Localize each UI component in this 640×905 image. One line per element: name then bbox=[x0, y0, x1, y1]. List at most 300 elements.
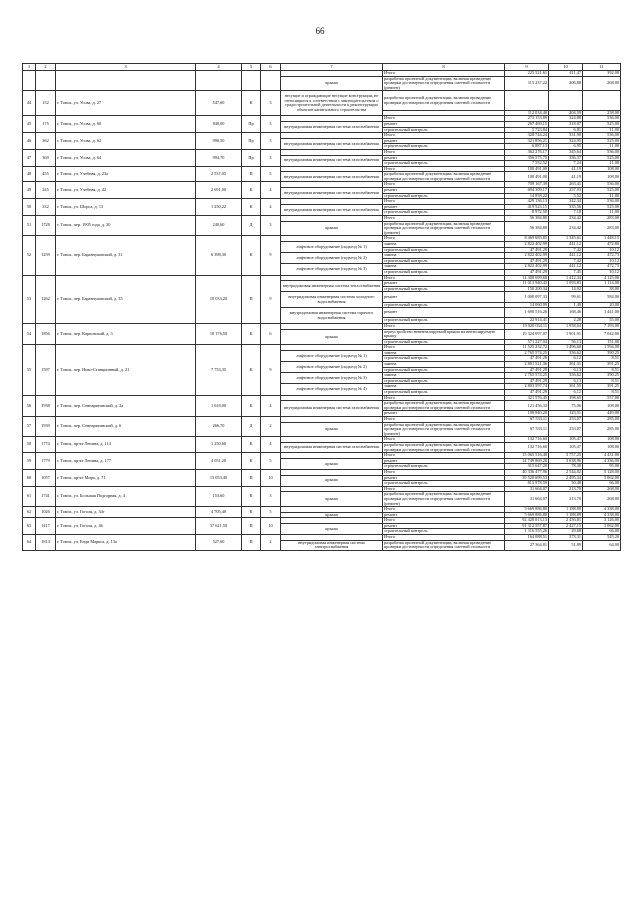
cost-cell: 2 801 521,36 bbox=[505, 362, 549, 368]
system-cell: внутридомовая инженерная система теплоснабжения bbox=[281, 281, 383, 292]
cost-cell: 27 364,81 bbox=[505, 540, 549, 550]
unit-cost-cell: 41,19 bbox=[549, 166, 583, 172]
work-type-cell: строительный контроль bbox=[383, 481, 505, 487]
limit-cost-cell: 449,00 bbox=[583, 411, 621, 417]
system-cell: внутридомовая инженерная система газоснабжения bbox=[281, 155, 383, 166]
wall-material-cell: Д bbox=[242, 417, 261, 437]
area-cell: 7 753,35 bbox=[196, 345, 242, 395]
wall-material-cell: К bbox=[242, 507, 261, 518]
limit-cost-cell: 11,00 bbox=[583, 210, 621, 216]
address-cell: г. Томск, пер. Баранчуковский, д. 31 bbox=[56, 236, 196, 275]
house-id-cell: 1741 bbox=[36, 486, 56, 506]
cost-cell: 694 309,17 bbox=[505, 188, 549, 194]
wall-material-cell bbox=[242, 71, 261, 91]
unit-cost-cell: 198,65 bbox=[549, 395, 583, 401]
wall-material-cell: Пр bbox=[242, 133, 261, 150]
area-cell: 10 033,20 bbox=[196, 275, 242, 323]
cost-cell: 14 060,09 bbox=[505, 302, 549, 308]
wall-material-cell: П bbox=[242, 166, 261, 182]
unit-cost-cell: 1 188,89 bbox=[549, 507, 583, 513]
work-type-cell: строительный контроль bbox=[383, 367, 505, 373]
cost-cell: 6 887,13 bbox=[505, 144, 549, 150]
unit-cost-cell: 1 901,91 bbox=[549, 329, 583, 339]
work-type-cell: Итого bbox=[383, 116, 505, 122]
limit-cost-cell: 390,25 bbox=[583, 373, 621, 379]
floors-cell: 3 bbox=[261, 133, 281, 150]
work-type-cell: замена bbox=[383, 384, 505, 390]
house-id-cell: 175 bbox=[36, 116, 56, 133]
cost-cell: 267 469,15 bbox=[505, 121, 549, 127]
wall-material-cell: К bbox=[242, 91, 261, 116]
cost-cell: 7 552,52 bbox=[505, 161, 549, 167]
limit-cost-cell: 536,00 bbox=[583, 133, 621, 139]
wall-material-cell: К bbox=[242, 395, 261, 416]
house-id-cell: 1938 bbox=[36, 395, 56, 416]
address-cell: г. Томск, ул. Большая Подгорная, д. 4 bbox=[56, 486, 196, 506]
limit-cost-cell: 1 448,15 bbox=[583, 236, 621, 242]
house-id-cell: 1728 bbox=[36, 216, 56, 236]
row-number-cell: 47 bbox=[23, 149, 36, 166]
cost-cell: 67 533,11 bbox=[505, 417, 549, 423]
cost-cell: 199 940,20 bbox=[505, 411, 549, 417]
limit-cost-cell: 525,00 bbox=[583, 204, 621, 210]
floors-cell: 10 bbox=[261, 518, 281, 535]
cost-cell: 1 116 555,26 bbox=[505, 529, 549, 535]
limit-cost-cell: 268,00 bbox=[583, 492, 621, 507]
work-type-cell: Итого bbox=[383, 417, 505, 423]
cost-cell: 2 822 402,99 bbox=[505, 253, 549, 259]
system-cell: лифтовое оборудование (подъезд № 2) bbox=[281, 253, 383, 264]
row-number-cell: 56 bbox=[23, 395, 36, 416]
row-number-cell bbox=[23, 71, 36, 91]
floors-cell: 4 bbox=[261, 199, 281, 216]
address-cell: г. Томск, ул. Усова, д. 62 bbox=[56, 133, 196, 150]
work-type-cell: Итого bbox=[383, 535, 505, 541]
system-cell: крыша bbox=[281, 512, 383, 518]
floors-cell: 3 bbox=[261, 91, 281, 116]
work-type-cell: строительный контроль bbox=[383, 339, 505, 345]
work-type-cell: ремонт bbox=[383, 308, 505, 318]
row-number-cell: 61 bbox=[23, 486, 36, 506]
unit-cost-cell: 213,70 bbox=[549, 492, 583, 507]
work-type-cell: строительный контроль bbox=[383, 269, 505, 275]
work-type-cell: Итого bbox=[383, 345, 505, 351]
work-type-cell: ремонт bbox=[383, 121, 505, 127]
unit-cost-cell: 51,89 bbox=[549, 540, 583, 550]
limit-cost-cell: 525,00 bbox=[583, 155, 621, 161]
work-type-cell: строительный контроль bbox=[383, 464, 505, 470]
work-type-cell: ремонт bbox=[383, 155, 505, 161]
limit-cost-cell: 5 062,00 bbox=[583, 475, 621, 481]
address-cell: г. Томск, пер. Сеннарятинский, д. 2а bbox=[56, 395, 196, 416]
unit-cost-cell: 1 958,04 bbox=[549, 323, 583, 329]
cost-cell: 39 520 699,53 bbox=[505, 475, 549, 481]
limit-cost-cell: 108,00 bbox=[583, 401, 621, 411]
system-cell: внутридомовая инженерная система электроснабжения bbox=[281, 540, 383, 550]
area-cell: 240,60 bbox=[196, 216, 242, 236]
house-id-cell: 1813 bbox=[36, 535, 56, 551]
limit-cost-cell: 55,00 bbox=[583, 318, 621, 324]
cost-cell: 164 088,51 bbox=[505, 535, 549, 541]
address-cell: г. Томск, ул. Усова, д. 60 bbox=[56, 116, 196, 133]
house-id-cell: 1259 bbox=[36, 236, 56, 275]
unit-cost-cell: 75,06 bbox=[549, 401, 583, 411]
work-type-cell: замена bbox=[383, 242, 505, 248]
unit-cost-cell: 1 345,61 bbox=[549, 236, 583, 242]
cost-cell: 115 237,22 bbox=[505, 76, 549, 91]
unit-cost-cell: 1 093,83 bbox=[549, 281, 583, 287]
cost-cell: 47 491,29 bbox=[505, 378, 549, 384]
cost-cell: 2 822 402,99 bbox=[505, 264, 549, 270]
wall-material-cell: К bbox=[242, 486, 261, 506]
work-type-cell: разработка проектной документации, включая проведение проверки достоверности определения сметной стоимости bbox=[383, 540, 505, 550]
limit-cost-cell: 283,00 bbox=[583, 216, 621, 222]
cost-cell: 5 669 886,80 bbox=[505, 512, 549, 518]
cost-cell: 112 034,40 bbox=[505, 110, 549, 116]
unit-cost-cell: 2 427,15 bbox=[549, 523, 583, 529]
cost-cell: 356 575,75 bbox=[505, 155, 549, 161]
unit-cost-cell: 336,37 bbox=[549, 155, 583, 161]
limit-cost-cell: 536,00 bbox=[583, 182, 621, 188]
area-cell: 4 051,20 bbox=[196, 453, 242, 470]
work-type-cell: разработка проектной документации, включая проведение проверки достоверности определения сметной стоимости bbox=[383, 91, 505, 110]
floors-cell: 2 bbox=[261, 417, 281, 437]
row-number-cell: 44 bbox=[23, 91, 36, 116]
column-number: 9 bbox=[505, 64, 549, 71]
limit-cost-cell: 1 441,00 bbox=[583, 308, 621, 318]
limit-cost-cell: 8,51 bbox=[583, 378, 621, 384]
row-number-cell: 64 bbox=[23, 535, 36, 551]
work-type-cell: Итого bbox=[383, 275, 505, 281]
limit-cost-cell: 10,12 bbox=[583, 258, 621, 264]
unit-cost-cell: 14,92 bbox=[549, 286, 583, 292]
cost-cell: 5 723,84 bbox=[505, 127, 549, 133]
column-number: 4 bbox=[196, 64, 242, 71]
system-cell: крыша bbox=[281, 523, 383, 534]
limit-cost-cell: 3 126,00 bbox=[583, 518, 621, 524]
limit-cost-cell: 4 338,00 bbox=[583, 507, 621, 513]
limit-cost-cell: 3 062,00 bbox=[583, 523, 621, 529]
system-cell: лифтовое оборудование (подъезд № 3) bbox=[281, 264, 383, 275]
cost-cell: 121 456,33 bbox=[505, 401, 549, 411]
unit-cost-cell: 7,18 bbox=[549, 210, 583, 216]
unit-cost-cell: 1 496,60 bbox=[549, 345, 583, 351]
limit-cost-cell: 584,00 bbox=[583, 292, 621, 302]
house-id-cell: 369 bbox=[36, 149, 56, 166]
cost-cell: 321 856,21 bbox=[505, 138, 549, 144]
limit-cost-cell: 11,00 bbox=[583, 127, 621, 133]
house-id-cell: 1779 bbox=[36, 453, 56, 470]
address-cell: г. Томск, пер. Баранчуковский, д. 35 bbox=[56, 275, 196, 323]
unit-cost-cell: 1,40 bbox=[549, 302, 583, 308]
cost-cell bbox=[505, 91, 549, 110]
cost-cell: 47 491,29 bbox=[505, 356, 549, 362]
address-cell: г. Томск, пр-кт Мира, д. 71 bbox=[56, 469, 196, 486]
system-cell: внутридомовая инженерная система газоснабжения bbox=[281, 188, 383, 199]
unit-cost-cell: 7,42 bbox=[549, 247, 583, 253]
floors-cell: 4 bbox=[261, 182, 281, 199]
work-type-cell: строительный контроль bbox=[383, 127, 505, 133]
system-cell: внутридомовая инженерная система газоснабжения bbox=[281, 121, 383, 132]
work-type-cell: разработка проектной документации, включая проведение проверки достоверности определения сметной стоимости bbox=[383, 172, 505, 182]
work-type-cell: Итого bbox=[383, 149, 505, 155]
system-cell: несущие и ограждающие несущие конструкции, не относящиеся к соответствии с законодательством о градостроительной деятельности к реконструкции объектов капитального строительства bbox=[281, 91, 383, 116]
column-number: 2 bbox=[36, 64, 56, 71]
limit-cost-cell: 525,00 bbox=[583, 138, 621, 144]
unit-cost-cell: 234,42 bbox=[549, 216, 583, 222]
row-number-cell: 63 bbox=[23, 518, 36, 535]
house-id-cell: 1057 bbox=[36, 469, 56, 486]
limit-cost-cell: 557,00 bbox=[583, 395, 621, 401]
wall-material-cell: Пр bbox=[242, 116, 261, 133]
floors-cell bbox=[261, 71, 281, 91]
unit-cost-cell: 356,62 bbox=[549, 350, 583, 356]
work-type-cell: Итого bbox=[383, 486, 505, 492]
system-cell: внутридомовая инженерная система газоснабжения bbox=[281, 442, 383, 452]
capital-repair-table bbox=[22, 63, 621, 551]
work-type-cell: ремонт bbox=[383, 204, 505, 210]
work-type-cell: Итого bbox=[383, 437, 505, 443]
unit-cost-cell: 263,41 bbox=[549, 182, 583, 188]
area-cell: 990,50 bbox=[196, 133, 242, 150]
work-type-cell: строительный контроль bbox=[383, 529, 505, 535]
cost-cell: 15 065 516,40 bbox=[505, 453, 549, 459]
limit-cost-cell: 10,12 bbox=[583, 247, 621, 253]
unit-cost-cell: 361,31 bbox=[549, 362, 583, 368]
wall-material-cell: П bbox=[242, 275, 261, 323]
work-type-cell: разработка проектной документации, включая проведение проверки достоверности определения сметной стоимости (ремонт) bbox=[383, 76, 505, 91]
column-number: 5 bbox=[242, 64, 261, 71]
address-cell bbox=[56, 71, 196, 91]
work-type-cell: переустройство невентилируемой крыши на вентилируемую крышу bbox=[383, 329, 505, 339]
address-cell: г. Томск, ул. Шорса, д. 13 bbox=[56, 199, 196, 216]
wall-material-cell: П bbox=[242, 469, 261, 486]
unit-cost-cell: 335,56 bbox=[549, 204, 583, 210]
cost-cell: 67 533,11 bbox=[505, 422, 549, 437]
row-number-cell: 59 bbox=[23, 453, 36, 470]
limit-cost-cell: 268,00 bbox=[583, 486, 621, 492]
cost-cell: 91 312 557,87 bbox=[505, 523, 549, 529]
address-cell: г. Томск, пер. Ново-Станционный, д. 21 bbox=[56, 345, 196, 395]
work-type-cell: ремонт bbox=[383, 411, 505, 417]
work-type-cell: Итого bbox=[383, 323, 505, 329]
floors-cell: 2 bbox=[261, 535, 281, 551]
work-type-cell: Итого bbox=[383, 453, 505, 459]
unit-cost-cell: 7,24 bbox=[549, 161, 583, 167]
limit-cost-cell: 108,00 bbox=[583, 442, 621, 452]
area-cell: 266,70 bbox=[196, 417, 242, 437]
unit-cost-cell: 123,51 bbox=[549, 411, 583, 417]
house-id-cell: 455 bbox=[36, 166, 56, 182]
area-cell bbox=[196, 71, 242, 91]
cost-cell: 1 000 097,33 bbox=[505, 292, 549, 302]
unit-cost-cell: 324,88 bbox=[549, 116, 583, 122]
unit-cost-cell: 1 412,34 bbox=[549, 275, 583, 281]
limit-cost-cell: 108,00 bbox=[583, 437, 621, 443]
area-cell: 1 250,22 bbox=[196, 199, 242, 216]
unit-cost-cell: 99,61 bbox=[549, 292, 583, 302]
system-cell: крыша bbox=[281, 492, 383, 507]
work-type-cell: разработка проектной документации, включая проведение проверки достоверности определения сметной стоимости bbox=[383, 442, 505, 452]
house-id-cell: 1939 bbox=[36, 417, 56, 437]
unit-cost-cell: 29,68 bbox=[549, 529, 583, 535]
system-cell: лифтовое оборудование (подъезд № 3) bbox=[281, 373, 383, 384]
system-cell: внутридомовая инженерная система горячего водоснабжения bbox=[281, 308, 383, 324]
house-id-cell: 1026 bbox=[36, 507, 56, 518]
row-number-cell: 48 bbox=[23, 166, 36, 182]
work-type-cell: строительный контроль bbox=[383, 356, 505, 362]
column-number: 1 bbox=[23, 64, 36, 71]
cost-cell: 5 669 886,80 bbox=[505, 507, 549, 513]
house-id-cell: 1856 bbox=[36, 323, 56, 344]
limit-cost-cell: 390,25 bbox=[583, 350, 621, 356]
floors-cell: 3 bbox=[261, 149, 281, 166]
work-type-cell: ремонт bbox=[383, 523, 505, 529]
cost-cell: 19 324 097,07 bbox=[505, 329, 549, 339]
wall-material-cell: Пр bbox=[242, 149, 261, 166]
limit-cost-cell bbox=[583, 91, 621, 110]
floors-cell: 3 bbox=[261, 216, 281, 236]
area-cell: 527,60 bbox=[196, 535, 242, 551]
cost-cell: 47 491,29 bbox=[505, 390, 549, 396]
cost-cell: 132 716,60 bbox=[505, 442, 549, 452]
work-type-cell: разработка проектной документации, включая проведение проверки достоверности определения сметной стоимости (ремонт) bbox=[383, 221, 505, 236]
cost-cell: 321 576,45 bbox=[505, 395, 549, 401]
limit-cost-cell: 38,00 bbox=[583, 286, 621, 292]
cost-cell: 56 384,80 bbox=[505, 216, 549, 222]
limit-cost-cell: 1 114,00 bbox=[583, 281, 621, 287]
system-cell: лифтовое оборудование (подъезд № 4) bbox=[281, 384, 383, 395]
area-cell: 994,70 bbox=[196, 149, 242, 166]
work-type-cell: строительный контроль bbox=[383, 390, 505, 396]
address-cell: г. Томск, ул. Усова, д. 27 bbox=[56, 91, 196, 116]
work-type-cell: строительный контроль bbox=[383, 258, 505, 264]
limit-cost-cell: 4 336,00 bbox=[583, 458, 621, 464]
column-number: 10 bbox=[549, 64, 583, 71]
unit-cost-cell: 2 456,81 bbox=[549, 518, 583, 524]
house-id-cell: 1262 bbox=[36, 275, 56, 323]
work-type-cell: замена bbox=[383, 350, 505, 356]
work-type-cell: разработка проектной документации, включая проведение проверки достоверности определения сметной стоимости (ремонт) bbox=[383, 422, 505, 437]
wall-material-cell: П bbox=[242, 535, 261, 551]
cost-cell: 2 822 402,99 bbox=[505, 242, 549, 248]
area-cell: 547,60 bbox=[196, 91, 242, 116]
unit-cost-cell: 361,55 bbox=[549, 384, 583, 390]
limit-cost-cell: 391,25 bbox=[583, 362, 621, 368]
system-cell: крыша bbox=[281, 475, 383, 486]
work-type-cell: замена bbox=[383, 253, 505, 259]
limit-cost-cell: 7 042,00 bbox=[583, 329, 621, 339]
unit-cost-cell: 441,12 bbox=[549, 242, 583, 248]
address-cell: г. Томск, ул. Учебная, д. 42 bbox=[56, 182, 196, 199]
unit-cost-cell: 1 188,89 bbox=[549, 512, 583, 518]
limit-cost-cell: 66,00 bbox=[583, 529, 621, 535]
limit-cost-cell: 283,00 bbox=[583, 221, 621, 236]
system-cell: внутридомовая инженерная система газоснабжения bbox=[281, 172, 383, 182]
limit-cost-cell: 95,00 bbox=[583, 464, 621, 470]
cost-cell: 19 920 034,11 bbox=[505, 323, 549, 329]
limit-cost-cell: 5 128,00 bbox=[583, 469, 621, 475]
system-cell: лифтовое оборудование (подъезд № 1) bbox=[281, 242, 383, 253]
work-type-cell: Итого bbox=[383, 182, 505, 188]
cost-cell: 132 716,60 bbox=[505, 437, 549, 443]
row-number-cell: 45 bbox=[23, 116, 36, 133]
wall-material-cell: К bbox=[242, 182, 261, 199]
row-number-cell: 52 bbox=[23, 236, 36, 275]
cost-cell: 40 336 477,96 bbox=[505, 469, 549, 475]
work-type-cell: Итого bbox=[383, 518, 505, 524]
floors-cell: 10 bbox=[261, 469, 281, 486]
work-type-cell: Итого bbox=[383, 133, 505, 139]
cost-cell: 328 744,24 bbox=[505, 133, 549, 139]
cost-cell: 47 491,29 bbox=[505, 367, 549, 373]
limit-cost-cell: 4 431,00 bbox=[583, 453, 621, 459]
unit-cost-cell: 6,13 bbox=[549, 378, 583, 384]
work-type-cell: Итого bbox=[383, 216, 505, 222]
limit-cost-cell: 285,00 bbox=[583, 417, 621, 423]
cost-cell: 100 491,00 bbox=[505, 172, 549, 182]
limit-cost-cell: 472,73 bbox=[583, 253, 621, 259]
unit-cost-cell: 6,12 bbox=[549, 390, 583, 396]
cost-cell: 273 153,89 bbox=[505, 116, 549, 122]
system-cell: крыша bbox=[281, 458, 383, 469]
area-cell: 37 621,50 bbox=[196, 518, 242, 535]
unit-cost-cell: 56,13 bbox=[549, 339, 583, 345]
wall-material-cell: К bbox=[242, 236, 261, 275]
unit-cost-cell: 257,93 bbox=[549, 188, 583, 194]
wall-material-cell: К bbox=[242, 323, 261, 344]
work-type-cell: строительный контроль bbox=[383, 161, 505, 167]
work-type-cell: ремонт bbox=[383, 512, 505, 518]
unit-cost-cell: 7,45 bbox=[549, 269, 583, 275]
limit-cost-cell: 525,00 bbox=[583, 121, 621, 127]
limit-cost-cell: 10,12 bbox=[583, 269, 621, 275]
cost-cell: 14 749 869,20 bbox=[505, 458, 549, 464]
work-type-cell: строительный контроль bbox=[383, 247, 505, 253]
house-id-cell: 245 bbox=[36, 182, 56, 199]
work-type-cell: ремонт bbox=[383, 292, 505, 302]
work-type-cell: Итого bbox=[383, 507, 505, 513]
house-id-cell: 1417 bbox=[36, 518, 56, 535]
unit-cost-cell: 168,46 bbox=[549, 308, 583, 318]
work-type-cell: Итого bbox=[383, 469, 505, 475]
work-type-cell: ремонт bbox=[383, 188, 505, 194]
work-type-cell: строительный контроль bbox=[383, 193, 505, 199]
row-number-cell: 60 bbox=[23, 469, 36, 486]
unit-cost-cell: 331,90 bbox=[549, 133, 583, 139]
cost-cell: 8 469 685,85 bbox=[505, 236, 549, 242]
cost-cell: 8 972,50 bbox=[505, 210, 549, 216]
unit-cost-cell: 6,95 bbox=[549, 144, 583, 150]
cost-cell: 22 914,41 bbox=[505, 318, 549, 324]
unit-cost-cell: 41,19 bbox=[549, 172, 583, 182]
unit-cost-cell: 324,95 bbox=[549, 138, 583, 144]
row-number-cell: 57 bbox=[23, 417, 36, 437]
limit-cost-cell: 536,00 bbox=[583, 199, 621, 205]
floors-cell: 5 bbox=[261, 453, 281, 470]
cost-cell: 225 521,61 bbox=[505, 71, 549, 77]
limit-cost-cell: 64,00 bbox=[583, 540, 621, 550]
system-cell: крыша bbox=[281, 221, 383, 236]
limit-cost-cell: 1 594,00 bbox=[583, 345, 621, 351]
column-number: 8 bbox=[383, 64, 505, 71]
floors-cell: 9 bbox=[261, 275, 281, 323]
cost-cell: 362 276,17 bbox=[505, 149, 549, 155]
page-number: 66 bbox=[315, 26, 325, 36]
limit-cost-cell: 20,00 bbox=[583, 302, 621, 308]
limit-cost-cell: 8,51 bbox=[583, 390, 621, 396]
house-id-cell: 332 bbox=[36, 199, 56, 216]
